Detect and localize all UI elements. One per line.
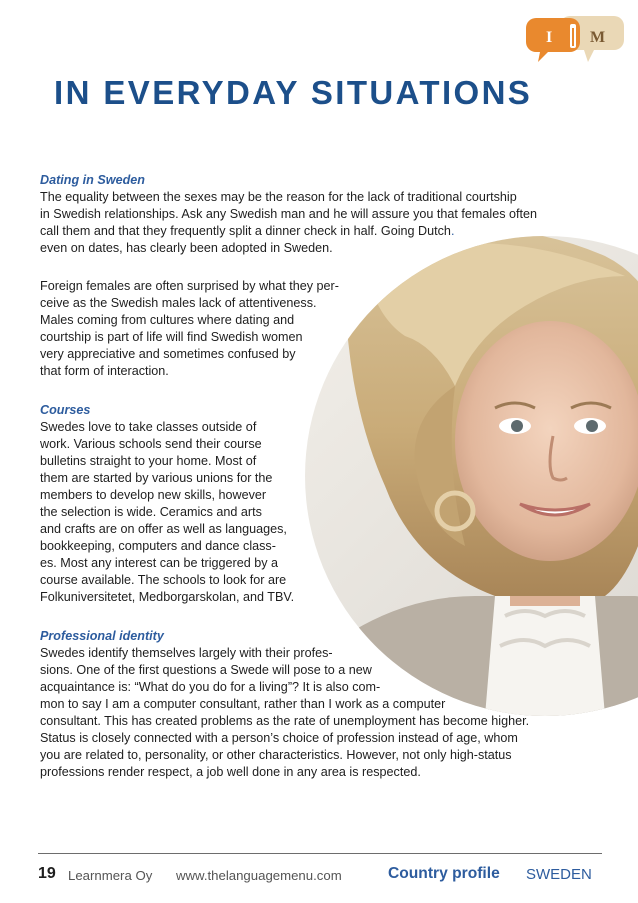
logo-letter-right: M (590, 29, 606, 46)
body-line: call them and that they frequently split a dinner check in half. Going Dutch. (40, 224, 455, 238)
woman-portrait-photo (305, 236, 638, 716)
body-line: mon to say I am a computer consultant, rather than I work as a computer (40, 697, 446, 711)
body-line: consultant. This has created problems as the rate of unemployment has become higher. (40, 714, 530, 728)
body-line: courtship is part of life will find Swedish women (40, 330, 303, 344)
body-line: them are started by various unions for the (40, 471, 273, 485)
body-line: and crafts are on offer as well as languages, (40, 522, 287, 536)
section-heading-dating: Dating in Sweden (40, 173, 145, 187)
body-line: es. Most any interest can be triggered by a (40, 556, 279, 570)
body-line: The equality between the sexes may be the reason for the lack of traditional courtship (40, 190, 517, 204)
body-line: Males coming from cultures where dating and (40, 313, 295, 327)
body-line: Status is closely connected with a person’s choice of profession instead of age, whom (40, 731, 518, 745)
body-line: members to develop new skills, however (40, 488, 267, 502)
footer-url-link[interactable]: www.thelanguagemenu.com (176, 868, 342, 883)
footer-country: SWEDEN (526, 866, 592, 883)
body-line: acquaintance is: “What do you do for a living”? It is also com- (40, 680, 381, 694)
footer-profile-label: Country profile (388, 865, 500, 882)
body-line: professions render respect, a job well done in any area is respected. (40, 765, 421, 779)
i-love-m-logo (524, 12, 624, 64)
body-line: bookkeeping, computers and dance class- (40, 539, 276, 553)
footer-company: Learnmera Oy (68, 868, 153, 883)
section-heading-professional-identity: Professional identity (40, 629, 164, 643)
body-line: even on dates, has clearly been adopted in Sweden. (40, 241, 333, 255)
section-heading-courses: Courses (40, 403, 91, 417)
body-line: ceive as the Swedish males lack of attentiveness. (40, 296, 317, 310)
body-line: in Swedish relationships. Ask any Swedish man and he will assure you that females often (40, 207, 538, 221)
body-line: Swedes love to take classes outside of (40, 420, 257, 434)
footer-divider (38, 853, 602, 854)
page-title: IN EVERYDAY SITUATIONS (54, 74, 533, 111)
body-line: that form of interaction. (40, 364, 169, 378)
body-line: you are related to, personality, or other characteristics. However, not only high-status (40, 748, 512, 762)
body-line: Swedes identify themselves largely with their profes- (40, 646, 333, 660)
logo-letter-left: I (546, 29, 553, 46)
body-line: sions. One of the first questions a Swede will pose to a new (40, 663, 372, 677)
body-line: the selection is wide. Ceramics and arts (40, 505, 262, 519)
body-line: very appreciative and sometimes confused by (40, 347, 296, 361)
logo-figure-icon (570, 24, 576, 48)
body-line: bulletins straight to your home. Most of (40, 454, 257, 468)
page-number: 19 (38, 865, 56, 882)
body-line: work. Various schools send their course (40, 437, 262, 451)
body-line: Folkuniversitetet, Medborgarskolan, and TBV. (40, 590, 295, 604)
body-line: Foreign females are often surprised by what they per- (40, 279, 339, 293)
body-line: course available. The schools to look for are (40, 573, 287, 587)
